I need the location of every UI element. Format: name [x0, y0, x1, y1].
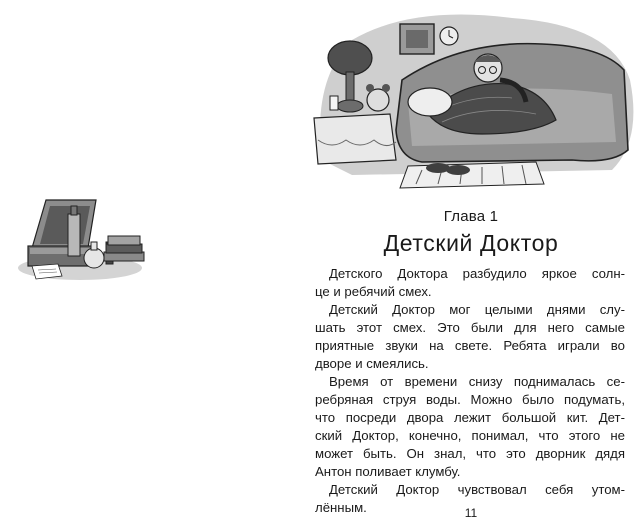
text-line: может быть. Он знал, что это дворник дядя	[315, 446, 625, 461]
text-line: лённым.	[315, 500, 367, 515]
text-line: дворе и смеялись.	[315, 356, 429, 371]
doctor-on-sofa-illustration	[312, 10, 637, 190]
text-line: шать этот смех. Это были для него самые	[315, 320, 625, 335]
chapter-title: Детский Доктор	[383, 230, 559, 256]
text-line: приятные звуки на свете. Ребята играли во	[315, 338, 625, 353]
chapter-body-text	[315, 265, 625, 517]
suitcase-still-life-illustration	[10, 186, 150, 286]
text-line: Детский Доктор чувствовал себя утом-	[329, 482, 625, 497]
text-line: Детский Доктор мог целыми днями слу-	[329, 302, 625, 317]
text-line: что посреди двора лежит большой кит. Дет-	[315, 410, 625, 425]
page-number: 11	[464, 506, 478, 520]
text-line: ский Доктор, конечно, понимал, что этого не	[315, 428, 625, 443]
chapter-label: Глава 1	[443, 208, 499, 225]
text-line: Детского Доктора разбудило яркое солн-	[329, 266, 625, 281]
text-line: Антон поливает клумбу.	[315, 464, 461, 479]
text-line: ребряная струя воды. Можно было подумать,	[315, 392, 625, 407]
text-line: Время от времени снизу поднималась се-	[329, 374, 625, 389]
text-line: це и ребячий смех.	[315, 284, 432, 299]
